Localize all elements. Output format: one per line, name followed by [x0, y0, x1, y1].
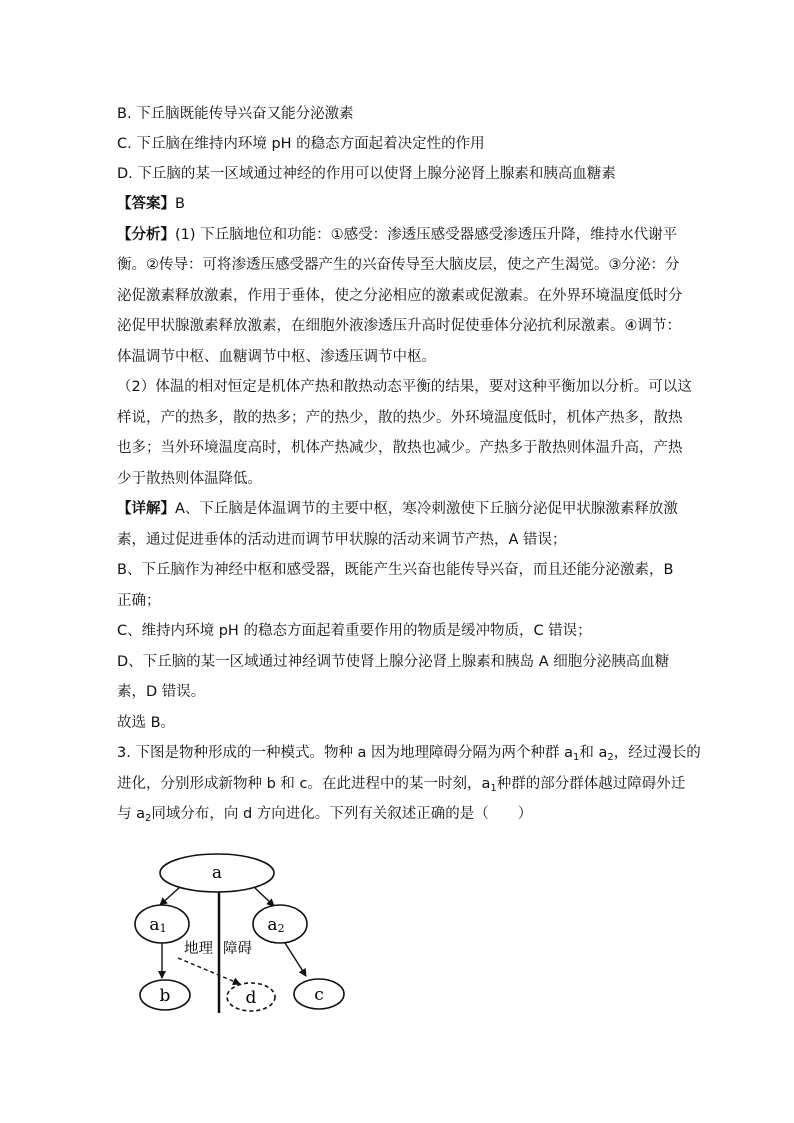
analysis-line-4: 泌促甲状腺激素释放激素，在细胞外液渗透压升高时促使垂体分泌抗利尿激素。④调节：	[117, 318, 681, 334]
detail-line-8: 故选 B。	[117, 715, 176, 731]
detail-line-3: B、下丘脑作为神经中枢和感受器，既能产生兴奋也能传导兴奋，而且还能分泌激素，B	[117, 562, 674, 578]
barrier-label-right: 障碍	[223, 941, 252, 957]
detail-line-7: 素，D 错误。	[117, 684, 206, 700]
analysis-line-1: 【分析】(1) 下丘脑地位和功能：①感受：渗透压感受器感受渗透压升降，维持水代谢平	[117, 227, 678, 243]
answer-tag: 【答案】	[117, 196, 175, 212]
arrow-a-to-a2	[255, 888, 274, 906]
detail-line-1: 【详解】A、下丘脑是体温调节的主要中枢，寒冷刺激使下丘脑分泌促甲状腺激素释放激	[117, 501, 678, 517]
node-a2-label: a2	[267, 915, 285, 935]
analysis-line-8: 也多；当外环境温度高时，机体产热减少，散热也减少。产热多于散热则体温升高，产热	[117, 440, 683, 456]
analysis-line-3: 泌促激素释放激素，作用于垂体，使之分泌相应的激素或促激素。在外界环境温度低时分	[117, 288, 683, 304]
question3-line-2: 进化，分别形成新物种 b 和 c。在此进程中的某一时刻，$a_1$种群的部分群体越过障碍外迁	[117, 776, 686, 794]
analysis-line-5: 体温调节中枢、血糖调节中枢、渗透压调节中枢。	[117, 349, 436, 365]
arrow-a2-to-c	[285, 943, 306, 976]
question3-line-1: 3. 下图是物种形成的一种模式。物种 a 因为地理障碍分隔为两个种群 $a_1$和 $a_2$，经过漫长的	[117, 745, 701, 763]
analysis-line-7: 样说，产的热多，散的热多；产的热少，散的热少。外环境温度低时，机体产热多，散热	[117, 410, 683, 426]
node-c-label: c	[314, 985, 324, 1005]
option-c: C. 下丘脑在维持内环境 pH 的稳态方面起着决定性的作用	[117, 136, 485, 152]
node-d-label: d	[245, 988, 257, 1008]
barrier-label-left: 地理	[184, 941, 213, 957]
arrow-a1-to-d	[178, 958, 240, 984]
node-a1-label: a1	[149, 915, 167, 935]
node-a-label: a	[211, 863, 223, 883]
detail-tag: 【详解】	[117, 501, 175, 517]
detail-line-2: 素，通过促进垂体的活动进而调节甲状腺的活动来调节产热，A 错误；	[117, 532, 567, 548]
speciation-diagram	[120, 850, 360, 1020]
answer-line	[117, 194, 185, 214]
detail-line-5: C、维持内环境 pH 的稳态方面起着重要作用的物质是缓冲物质，C 错误；	[117, 623, 592, 639]
option-d: D. 下丘脑的某一区域通过神经的作用可以使肾上腺分泌肾上腺素和胰高血糖素	[117, 166, 616, 182]
option-b: B. 下丘脑既能传导兴奋又能分泌激素	[117, 106, 354, 122]
node-b-label: b	[159, 986, 171, 1006]
arrow-a-to-a1	[160, 887, 180, 905]
detail-line-6: D、下丘脑的某一区域通过神经调节使肾上腺分泌肾上腺素和胰岛 A 细胞分泌胰高血糖	[117, 654, 670, 670]
analysis-line-6: （2）体温的相对恒定是机体产热和散热动态平衡的结果，要对这种平衡加以分析。可以这	[117, 379, 692, 395]
analysis-line-9: 少于散热则体温降低。	[117, 471, 262, 487]
analysis-line-2: 衡。②传导：可将渗透压感受器产生的兴奋传导至大脑皮层，使之产生渴觉。③分泌：分	[117, 257, 680, 273]
question3-line-3: 与 $a_2$同域分布，向 d 方向进化。下列有关叙述正确的是（ ）	[117, 806, 533, 824]
answer-value: B	[175, 196, 185, 212]
detail-line-4: 正确；	[117, 593, 161, 609]
analysis-tag: 【分析】	[117, 227, 175, 243]
